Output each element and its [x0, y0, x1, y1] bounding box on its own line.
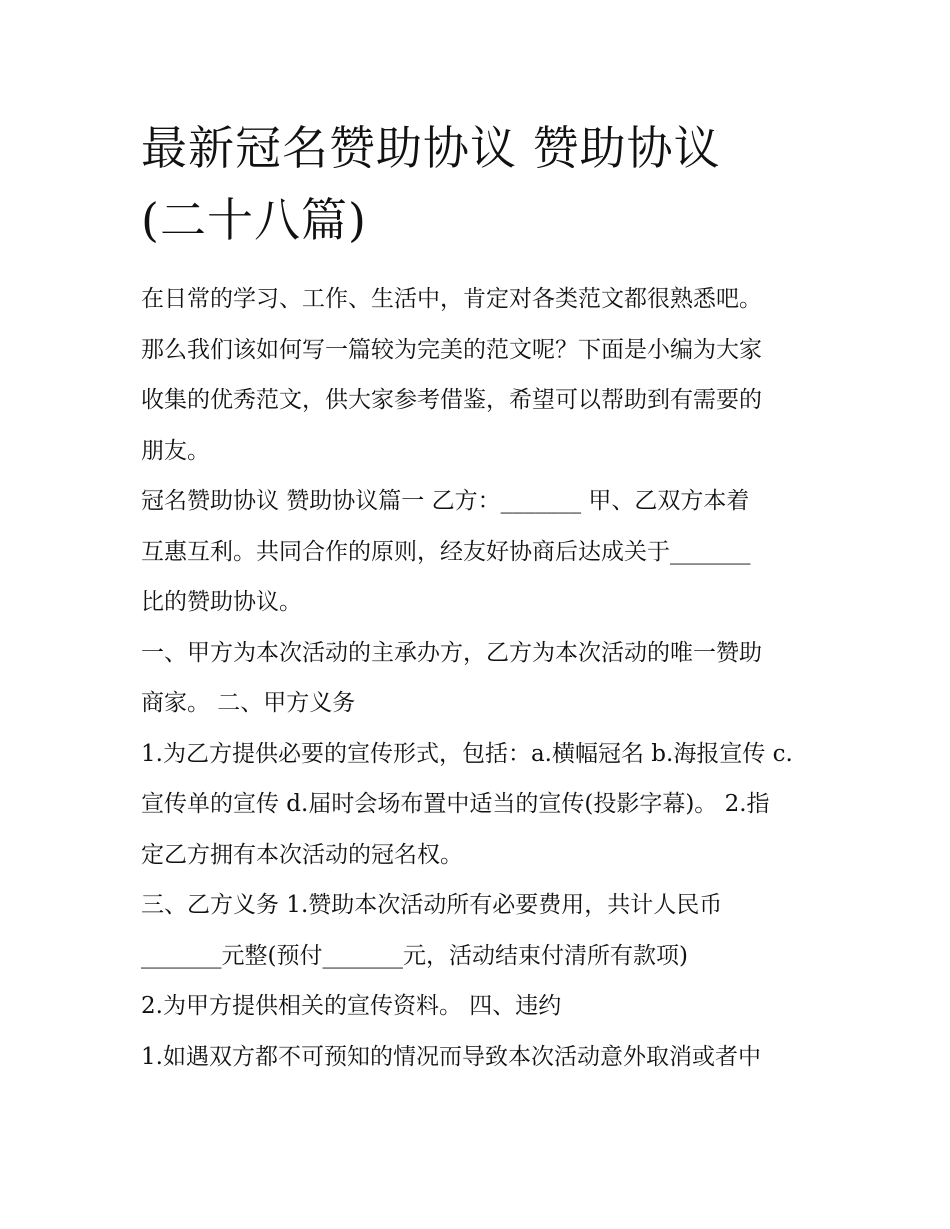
text-line: 朋友。 — [141, 437, 210, 464]
title-line: 最新冠名赞助协议 赞助协议 — [141, 121, 721, 175]
text-line: 宣传单的宣传 d.届时会场布置中适当的宣传(投影字幕)。 2.指 — [141, 791, 770, 817]
text-line: 定乙方拥有本次活动的冠名权。 — [141, 841, 463, 868]
breach-paragraph — [141, 1032, 821, 1083]
materials-paragraph — [141, 981, 821, 1032]
document-title — [141, 112, 821, 256]
title-line: (二十八篇) — [141, 193, 367, 247]
text-line: 互惠互利。共同合作的原则，经友好协商后达成关于_______ — [141, 538, 751, 565]
text-line: _______元整(预付_______元，活动结束付清所有款项) — [141, 942, 688, 969]
party-b-duties-paragraph — [141, 880, 821, 981]
text-line: 在日常的学习、工作、生活中，肯定对各类范文都很熟悉吧。 — [141, 286, 762, 312]
text-line: 2.为甲方提供相关的宣传资料。 四、违约 — [141, 993, 562, 1019]
text-line: 冠名赞助协议 赞助协议篇一 乙方：_______ 甲、乙双方本着 — [141, 488, 750, 514]
text-line: 1.如遇双方都不可预知的情况而导致本次活动意外取消或者中 — [141, 1043, 761, 1070]
agreement-intro-paragraph — [141, 476, 821, 628]
text-line: 1.为乙方提供必要的宣传形式，包括：a.横幅冠名 b.海报宣传 c. — [141, 740, 793, 767]
text-line: 三、乙方义务 1.赞助本次活动所有必要费用，共计人民币 — [141, 892, 723, 918]
text-line: 商家。 二、甲方义务 — [141, 690, 356, 716]
text-line: 收集的优秀范文，供大家参考借鉴，希望可以帮助到有需要的 — [141, 387, 762, 413]
text-line: 比的赞助协议。 — [141, 589, 302, 615]
text-line: 那么我们该如何写一篇较为完美的范文呢？下面是小编为大家 — [141, 336, 762, 363]
document-page — [141, 112, 821, 1082]
intro-paragraph — [141, 274, 821, 476]
party-a-duties-paragraph — [141, 729, 821, 881]
text-line: 一、甲方为本次活动的主承办方，乙方为本次活动的唯一赞助 — [141, 639, 762, 666]
clause-one-paragraph — [141, 628, 821, 729]
